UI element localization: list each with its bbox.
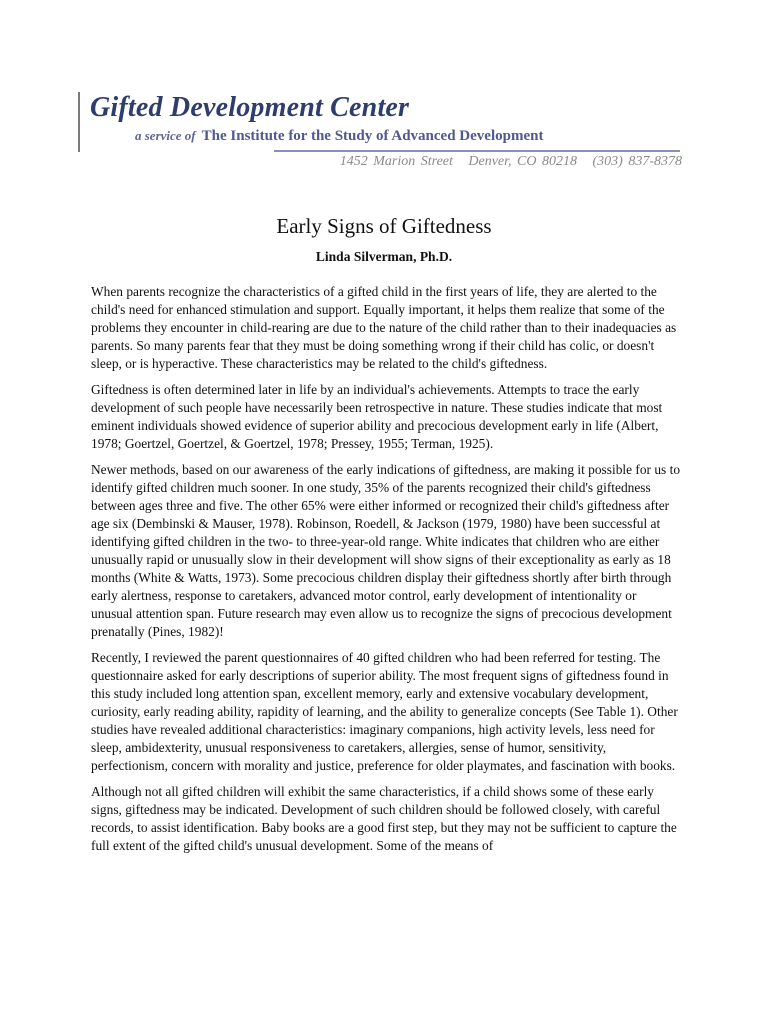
service-prefix: a service of xyxy=(135,128,196,143)
organization-name: Gifted Development Center xyxy=(90,92,410,123)
paragraph: Newer methods, based on our awareness of the early indications of giftedness, are making it possible for us to identify gifted children much sooner. In one study, 35% of the parents recognized their child's giftedness between ages three and five. The other 65% were either informed or recognized their child's giftedness after age six (Dembinski & Mauser, 1978). Robinson, Roedell, & Jackson (1979, 1980) have been successful at identifying gifted children in the two- to three-year-old range. White indicates that children who are either unusually rapid or unusually slow in their development will show signs of their exceptionality as early as 18 months (White & Watts, 1973). Some precocious children display their giftedness shortly after birth through early alertness, response to caretakers, advanced motor control, early development of intentionality or unusual attention span. Future research may even allow us to recognize the signs of precocious development prenatally (Pines, 1982)! xyxy=(91,462,681,639)
address-line xyxy=(340,154,682,170)
letterhead-horizontal-rule xyxy=(274,150,680,152)
letterhead-vertical-rule xyxy=(78,92,80,152)
article-author: Linda Silverman, Ph.D. xyxy=(315,249,453,264)
address-city: Denver, CO 80218 xyxy=(468,154,577,169)
address-phone: (303) 837-8378 xyxy=(592,154,682,169)
address-street: 1452 Marion Street xyxy=(339,154,453,169)
institute-name: The Institute for the Study of Advanced Development xyxy=(201,128,544,144)
paragraph: Although not all gifted children will exhibit the same characteristics, if a child shows some of these early signs, giftedness may be indicated. Development of such children should be followed closely, with careful records, to assist identification. Baby books are a good first step, but they may not be sufficient to capture the full extent of the gifted child's unusual development. Some of the means of xyxy=(91,784,677,853)
paragraph: Giftedness is often determined later in life by an individual's achievements. Attempts to trace the early development of such people have necessarily been retrospective in nature. These studies indicate that most eminent individuals showed evidence of superior ability and precocious development early in life (Albert, 1978; Goertzel, Goertzel, & Goertzel, 1978; Pressey, 1955; Terman, 1925). xyxy=(91,382,663,451)
service-line xyxy=(135,127,543,145)
letterhead xyxy=(78,92,682,172)
article-body xyxy=(91,283,681,863)
article-title: Early Signs of Giftedness xyxy=(276,214,492,238)
paragraph: Recently, I reviewed the parent questionnaires of 40 gifted children who had been referred for testing. The questionnaire asked for early descriptions of superior ability. The most frequent signs of giftedness found in this study included long attention span, excellent memory, early and extensive vocabulary development, curiosity, early reading ability, rapidity of learning, and the ability to generalize concepts (See Table 1). Other studies have revealed additional characteristics: imaginary companions, high activity levels, less need for sleep, ambidexterity, unusual responsiveness to caretakers, allergies, sense of humor, sensitivity, perfectionism, concern with morality and justice, preference for older playmates, and fascination with books. xyxy=(91,650,678,773)
paragraph: When parents recognize the characteristics of a gifted child in the first years of life, they are alerted to the child's need for enhanced stimulation and support. Equally important, it helps them realize that some of the problems they encounter in child-rearing are due to the nature of the child rather than to their inadequacies as parents. So many parents fear that they must be doing something wrong if their child has colic, or doesn't sleep, or is hyperactive. These characteristics may be related to the child's giftedness. xyxy=(91,284,677,371)
